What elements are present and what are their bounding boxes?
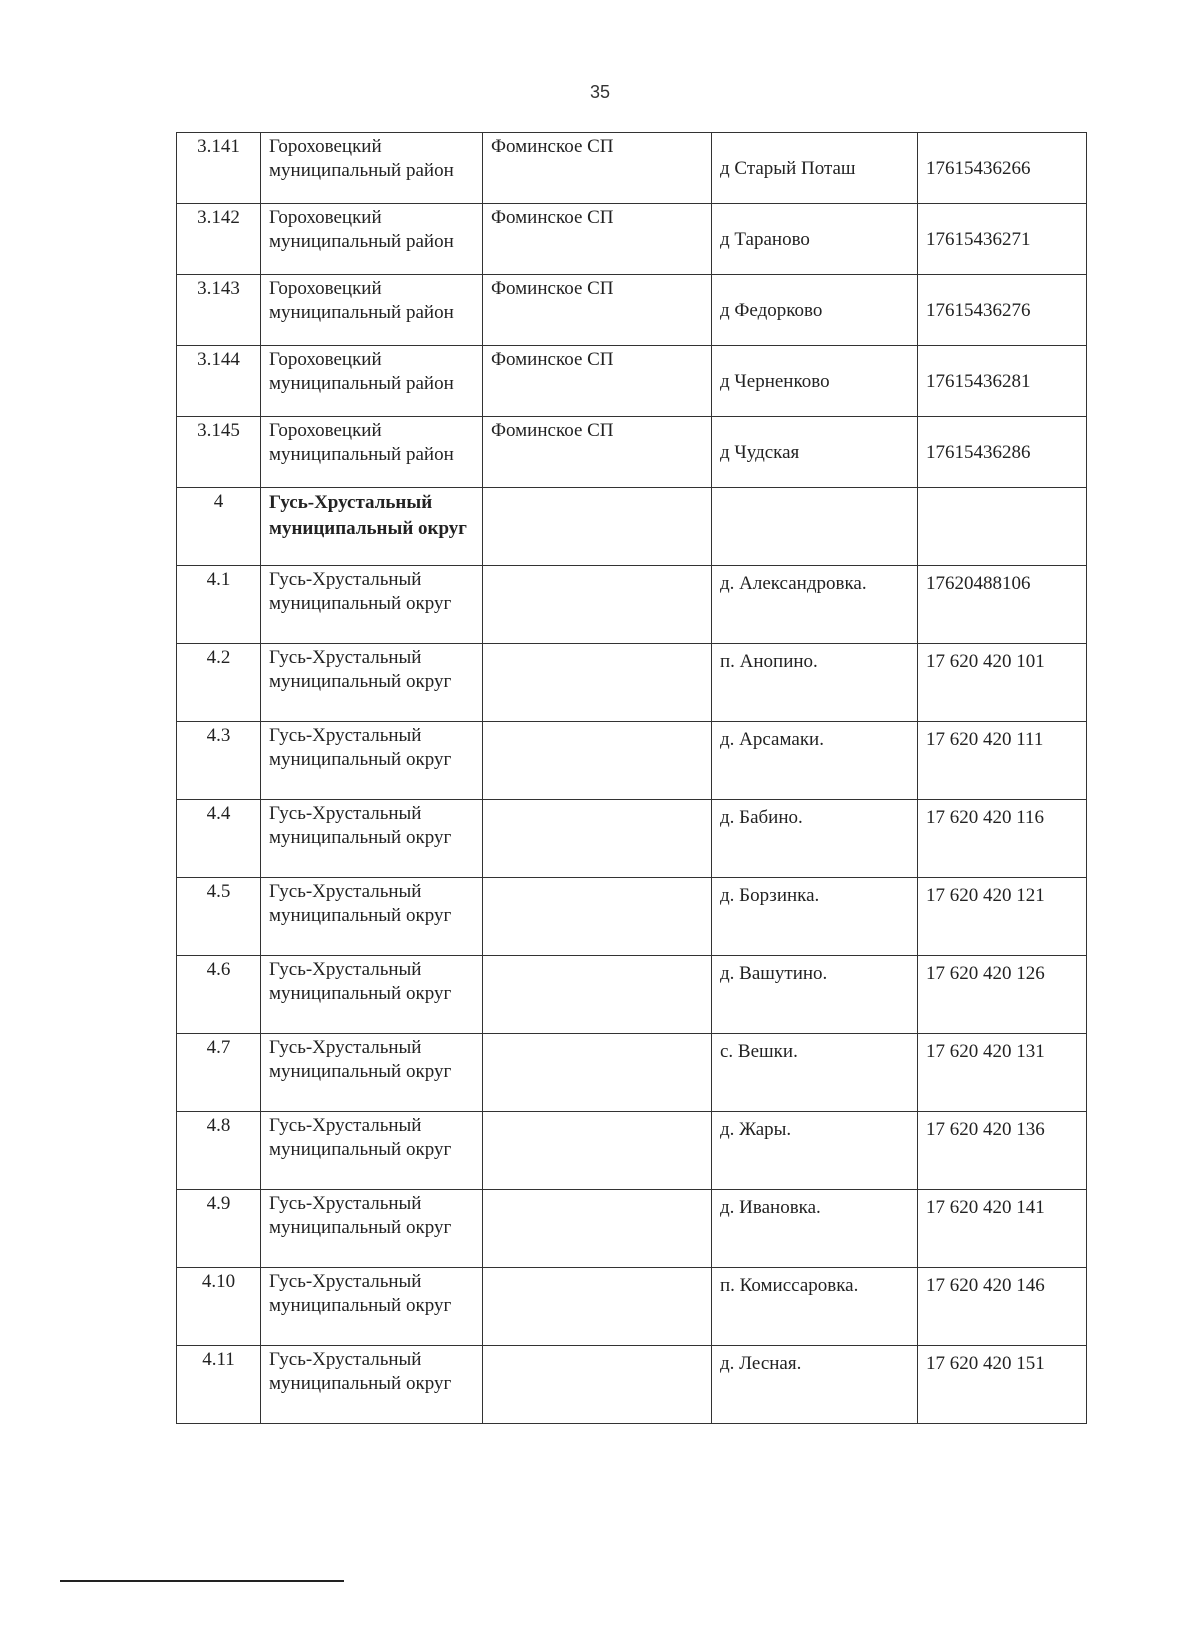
- row-number: 4.3: [177, 722, 261, 800]
- settlement-name: [483, 644, 712, 722]
- table-row: [177, 722, 1087, 800]
- row-number: 4.7: [177, 1034, 261, 1112]
- locality-name: п. Комиссаровка.: [712, 1268, 918, 1346]
- district-name: Гусь-Хрустальный муниципальный округ: [261, 488, 483, 566]
- district-name: Гусь-Хрустальный муниципальный округ: [261, 1190, 483, 1268]
- locality-name: д. Бабино.: [712, 800, 918, 878]
- locality-name: д. Арсамаки.: [712, 722, 918, 800]
- oktmo-code: 17 620 420 131: [918, 1034, 1087, 1112]
- settlement-name: [483, 488, 712, 566]
- district-name: Гусь-Хрустальный муниципальный округ: [261, 1346, 483, 1424]
- footnote-separator: [60, 1580, 344, 1582]
- table-row: [177, 275, 1087, 346]
- row-number: 3.143: [177, 275, 261, 346]
- page-number: 35: [589, 82, 611, 102]
- settlement-name: Фоминское СП: [483, 417, 712, 488]
- oktmo-code: 17615436276: [918, 275, 1087, 346]
- table-row: [177, 133, 1087, 204]
- oktmo-code: 17615436281: [918, 346, 1087, 417]
- oktmo-code: 17 620 420 121: [918, 878, 1087, 956]
- locality-name: с. Вешки.: [712, 1034, 918, 1112]
- row-number: 4.9: [177, 1190, 261, 1268]
- district-name: Гороховецкий муниципальный район: [261, 275, 483, 346]
- row-number: 3.145: [177, 417, 261, 488]
- oktmo-code: 17 620 420 116: [918, 800, 1087, 878]
- row-number: 4.6: [177, 956, 261, 1034]
- district-name: Гусь-Хрустальный муниципальный округ: [261, 722, 483, 800]
- oktmo-code: 17620488106: [918, 566, 1087, 644]
- row-number: 4.4: [177, 800, 261, 878]
- locality-name: д Чудская: [712, 417, 918, 488]
- settlement-name: Фоминское СП: [483, 275, 712, 346]
- locality-name: д Тараново: [712, 204, 918, 275]
- settlement-name: Фоминское СП: [483, 204, 712, 275]
- settlement-name: [483, 878, 712, 956]
- settlement-name: [483, 956, 712, 1034]
- row-number: 4.8: [177, 1112, 261, 1190]
- table-row: [177, 488, 1087, 566]
- settlement-name: Фоминское СП: [483, 346, 712, 417]
- row-number: 4.10: [177, 1268, 261, 1346]
- settlement-name: [483, 1112, 712, 1190]
- row-number: 4.11: [177, 1346, 261, 1424]
- table-row: [177, 956, 1087, 1034]
- locality-name: д Федорково: [712, 275, 918, 346]
- table-row: [177, 1034, 1087, 1112]
- table-row: [177, 417, 1087, 488]
- settlement-name: [483, 1268, 712, 1346]
- oktmo-code: 17615436271: [918, 204, 1087, 275]
- table-row: [177, 878, 1087, 956]
- locality-name: д. Жары.: [712, 1112, 918, 1190]
- settlement-name: [483, 722, 712, 800]
- district-name: Гороховецкий муниципальный район: [261, 417, 483, 488]
- settlement-name: [483, 1034, 712, 1112]
- table-row: [177, 1268, 1087, 1346]
- oktmo-code: 17 620 420 151: [918, 1346, 1087, 1424]
- settlement-name: [483, 566, 712, 644]
- table-row: [177, 566, 1087, 644]
- row-number: 3.142: [177, 204, 261, 275]
- table-row: [177, 644, 1087, 722]
- settlement-name: Фоминское СП: [483, 133, 712, 204]
- district-name: Гусь-Хрустальный муниципальный округ: [261, 1112, 483, 1190]
- table-row: [177, 800, 1087, 878]
- locality-name: д. Александровка.: [712, 566, 918, 644]
- oktmo-code: 17 620 420 111: [918, 722, 1087, 800]
- locality-name: д. Вашутино.: [712, 956, 918, 1034]
- locality-name: д Старый Поташ: [712, 133, 918, 204]
- district-name: Гороховецкий муниципальный район: [261, 133, 483, 204]
- table-row: [177, 346, 1087, 417]
- oktmo-code: 17615436286: [918, 417, 1087, 488]
- row-number: 4.2: [177, 644, 261, 722]
- oktmo-code: [918, 488, 1087, 566]
- oktmo-code: 17 620 420 136: [918, 1112, 1087, 1190]
- row-number: 3.141: [177, 133, 261, 204]
- settlement-name: [483, 1190, 712, 1268]
- oktmo-code: 17 620 420 146: [918, 1268, 1087, 1346]
- settlement-name: [483, 1346, 712, 1424]
- locality-name: п. Анопино.: [712, 644, 918, 722]
- district-name: Гусь-Хрустальный муниципальный округ: [261, 878, 483, 956]
- district-name: Гусь-Хрустальный муниципальный округ: [261, 1034, 483, 1112]
- locality-name: [712, 488, 918, 566]
- district-name: Гусь-Хрустальный муниципальный округ: [261, 800, 483, 878]
- settlement-name: [483, 800, 712, 878]
- table-row: [177, 1190, 1087, 1268]
- row-number: 3.144: [177, 346, 261, 417]
- district-name: Гороховецкий муниципальный район: [261, 204, 483, 275]
- locality-name: д. Ивановка.: [712, 1190, 918, 1268]
- row-number: 4.1: [177, 566, 261, 644]
- row-number: 4: [177, 488, 261, 566]
- settlements-table: [176, 132, 1087, 1424]
- oktmo-code: 17 620 420 101: [918, 644, 1087, 722]
- district-name: Гусь-Хрустальный муниципальный округ: [261, 956, 483, 1034]
- table-row: [177, 1346, 1087, 1424]
- district-name: Гусь-Хрустальный муниципальный округ: [261, 644, 483, 722]
- oktmo-code: 17 620 420 141: [918, 1190, 1087, 1268]
- locality-name: д. Лесная.: [712, 1346, 918, 1424]
- district-name: Гусь-Хрустальный муниципальный округ: [261, 1268, 483, 1346]
- table-row: [177, 1112, 1087, 1190]
- locality-name: д Черненково: [712, 346, 918, 417]
- oktmo-code: 17 620 420 126: [918, 956, 1087, 1034]
- oktmo-code: 17615436266: [918, 133, 1087, 204]
- row-number: 4.5: [177, 878, 261, 956]
- district-name: Гороховецкий муниципальный район: [261, 346, 483, 417]
- district-name: Гусь-Хрустальный муниципальный округ: [261, 566, 483, 644]
- table-row: [177, 204, 1087, 275]
- locality-name: д. Борзинка.: [712, 878, 918, 956]
